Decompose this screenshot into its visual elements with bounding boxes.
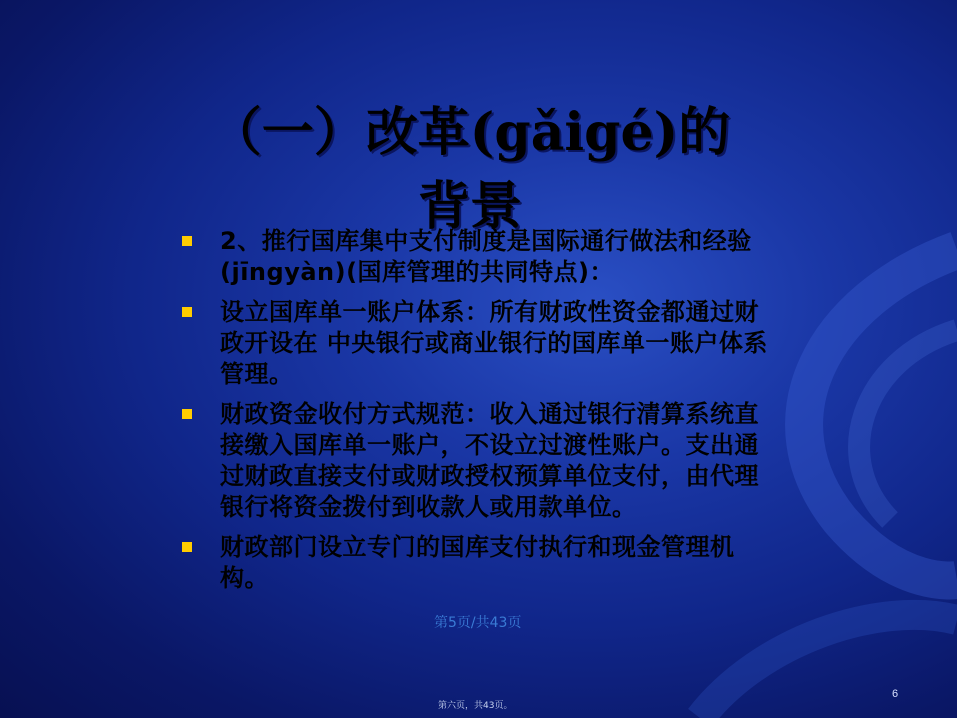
square-bullet-icon (182, 542, 192, 552)
square-bullet-icon (182, 236, 192, 246)
bullet-item-4 (182, 532, 772, 594)
bullet-text-1: 2、推行国库集中支付制度是国际通行做法和经验(jīngyàn)(国库管理的共同特点)： (220, 227, 752, 286)
page-label: 第5页/共43页 (434, 615, 522, 631)
footer-text: 第六页，共43页。 (438, 701, 513, 711)
bullet-text-2: 设立国库单一账户体系：所有财政性资金都通过财政开设在 中央银行或商业银行的国库单一账户体系管理。 (220, 298, 768, 388)
bullet-item-2 (182, 297, 772, 390)
square-bullet-icon (182, 409, 192, 419)
bullet-item-3 (182, 399, 772, 523)
bullet-text-3: 财政资金收付方式规范：收入通过银行清算系统直接缴入国库单一账户，不设立过渡性账户。支出通过财政直接支付或财政授权预算单位支付，由代理银行将资金拨付到收款人或用款单位。 (220, 400, 759, 521)
bullet-item-1 (182, 226, 772, 288)
title-line-2: 背景 (417, 176, 522, 237)
bullet-list (182, 226, 772, 603)
slide-title (200, 96, 740, 244)
bullet-text-4: 财政部门设立专门的国库支付执行和现金管理机构。 (220, 533, 735, 592)
slide-number: 6 (892, 688, 899, 700)
title-line-1: （一）改革(gǎigé)的 (209, 102, 731, 163)
square-bullet-icon (182, 307, 192, 317)
